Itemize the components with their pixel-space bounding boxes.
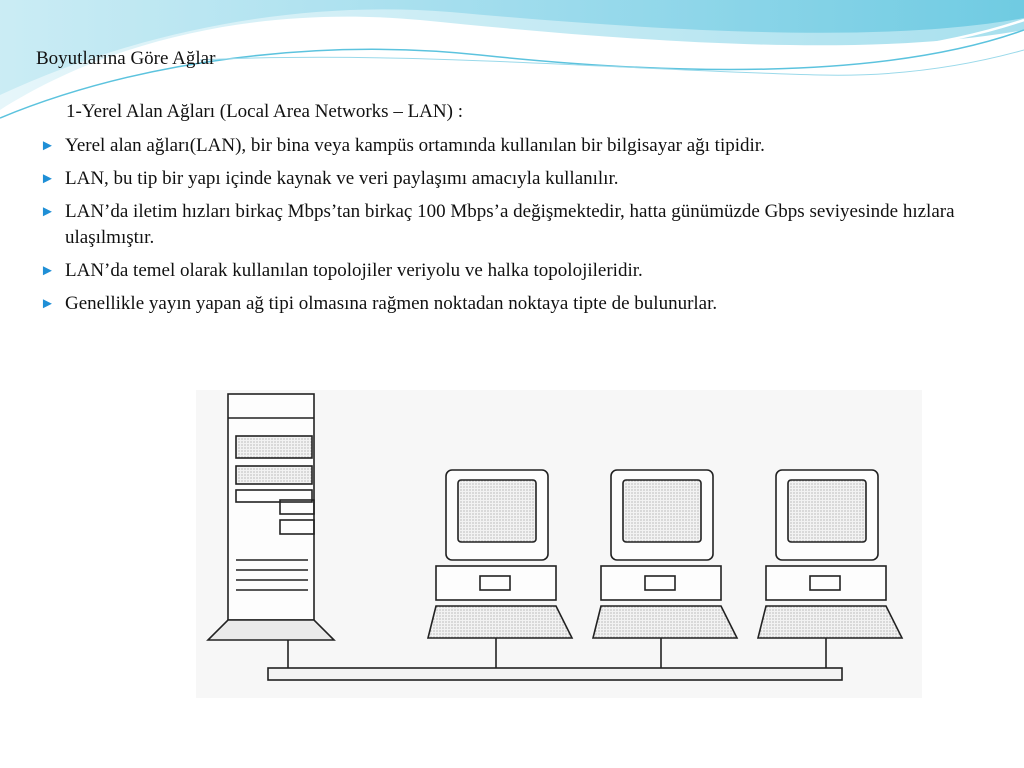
- right-triangle-icon: ►: [40, 263, 55, 279]
- bullet-text: Yerel alan ağları(LAN), bir bina veya kampüs ortamında kullanılan bir bilgisayar ağı tipidir.: [65, 135, 765, 156]
- section-heading: 1-Yerel Alan Ağları (Local Area Networks – LAN) :: [66, 101, 463, 122]
- lan-bus-topology-illustration: [196, 390, 922, 698]
- right-triangle-icon: ►: [40, 204, 55, 220]
- slide-title: Boyutlarına Göre Ağlar: [36, 48, 216, 69]
- right-triangle-icon: ►: [40, 138, 55, 154]
- right-triangle-icon: ►: [40, 171, 55, 187]
- bullet-item: [40, 291, 970, 317]
- bullet-item: [40, 258, 970, 284]
- bullet-text: LAN’da temel olarak kullanılan topolojiler veriyolu ve halka topolojileridir.: [65, 260, 643, 281]
- bullet-item: [40, 199, 970, 251]
- bullet-item: [40, 166, 970, 192]
- bullet-list: [40, 133, 970, 324]
- right-triangle-icon: ►: [40, 296, 55, 312]
- bus-cable: [268, 668, 842, 680]
- bullet-text: Genellikle yayın yapan ağ tipi olmasına rağmen noktadan noktaya tipte de bulunurlar.: [65, 293, 718, 314]
- bullet-text: LAN, bu tip bir yapı içinde kaynak ve veri paylaşımı amacıyla kullanılır.: [65, 168, 619, 189]
- bullet-text: LAN’da iletim hızları birkaç Mbps’tan birkaç 100 Mbps’a değişmektedir, hatta günümüzde Gbps seviyesinde hızlara ulaşılmıştır.: [65, 201, 955, 248]
- bullet-item: [40, 133, 970, 159]
